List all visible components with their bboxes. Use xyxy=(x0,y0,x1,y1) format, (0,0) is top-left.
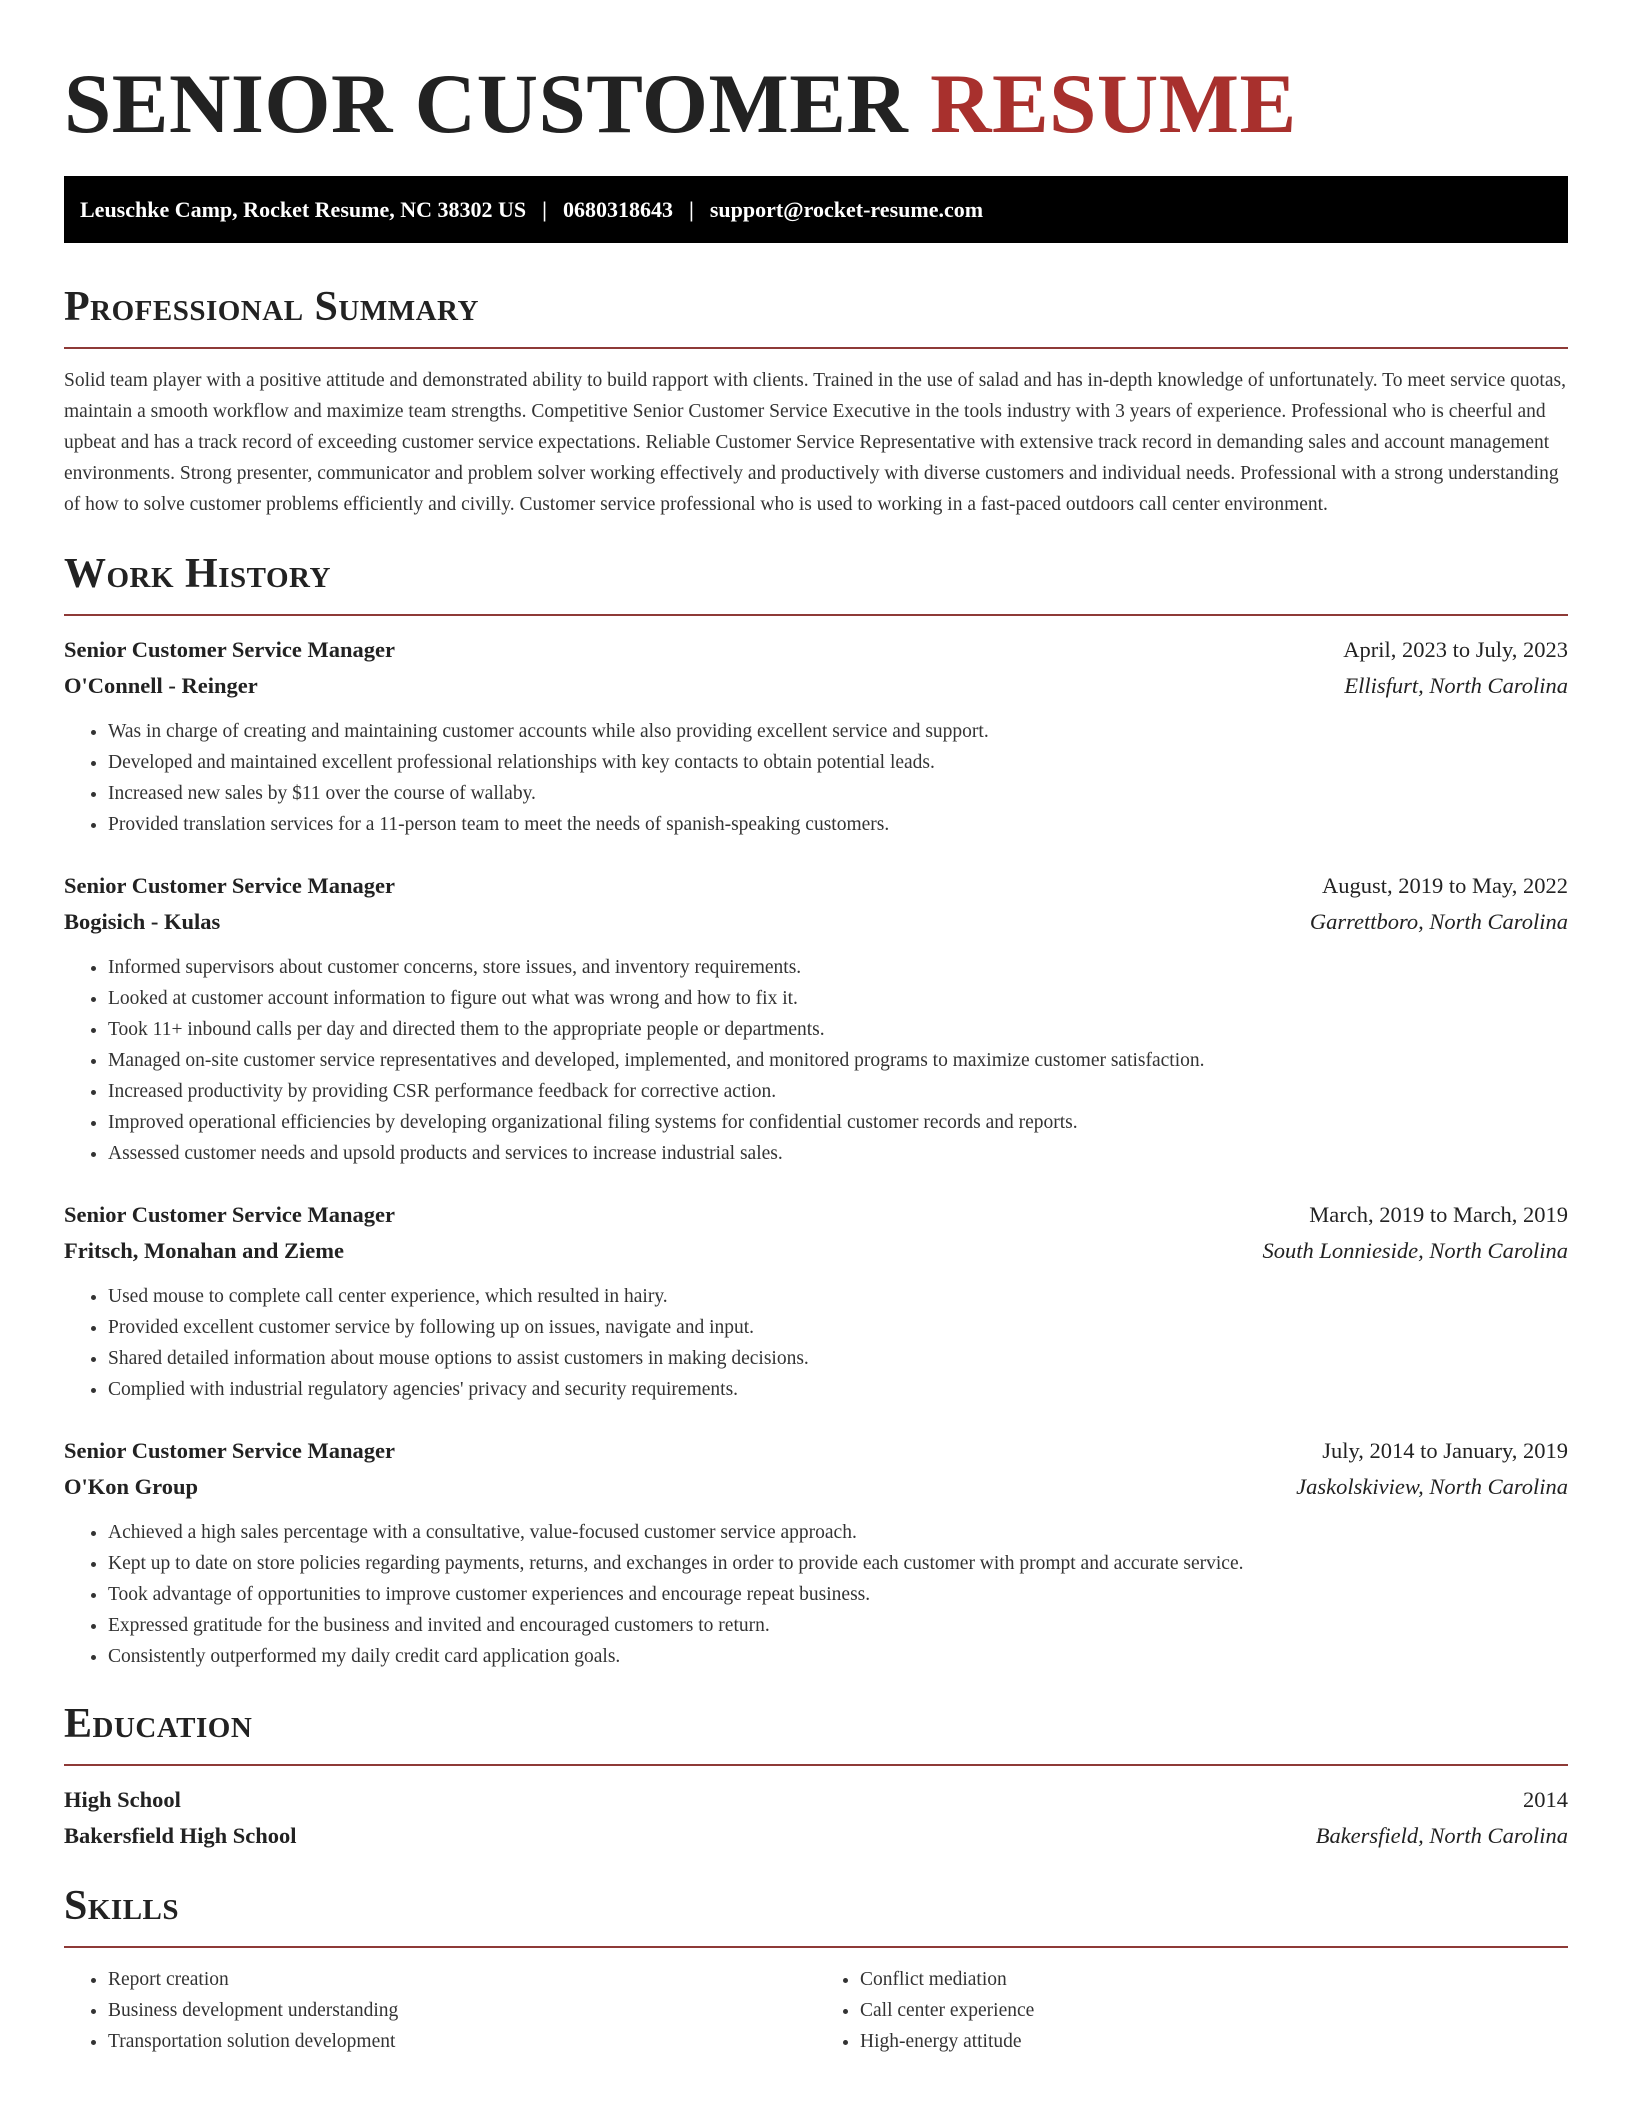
contact-email[interactable]: support@rocket-resume.com xyxy=(709,196,984,222)
skills-heading: Skills xyxy=(64,1883,180,1929)
job-duty-item: • Provided translation services for a 11-person team to meet the needs of spanish-speaking customers. xyxy=(108,809,1568,840)
job-duty-item: • Increased productivity by providing CSR performance feedback for corrective action. xyxy=(108,1076,1568,1107)
job-duties-list xyxy=(64,716,1568,840)
job-dates: April, 2023 to July, 2023 xyxy=(1343,637,1568,662)
education-year: 2014 xyxy=(1523,1787,1568,1812)
job-duty-item: • Used mouse to complete call center experience, which resulted in hairy. xyxy=(108,1281,1568,1312)
work-history-section xyxy=(64,550,1568,1672)
work-history-heading: Work History xyxy=(64,551,331,597)
job-duty-item: • Shared detailed information about mouse options to assist customers in making decisions. xyxy=(108,1343,1568,1374)
skill-item: • Transportation solution development xyxy=(108,2026,816,2057)
contact-separator: | xyxy=(688,196,694,222)
skill-item: • High-energy attitude xyxy=(860,2026,1568,2057)
job-location: Jaskolskiview, North Carolina xyxy=(1296,1474,1568,1499)
education-location: Bakersfield, North Carolina xyxy=(1315,1823,1568,1848)
job-entry xyxy=(64,1433,1568,1672)
job-dates: July, 2014 to January, 2019 xyxy=(1322,1438,1568,1463)
job-title: Senior Customer Service Manager xyxy=(64,637,395,662)
job-title: Senior Customer Service Manager xyxy=(64,873,395,898)
education-heading: Education xyxy=(64,1701,253,1747)
job-duty-item: • Increased new sales by $11 over the course of wallaby. xyxy=(108,778,1568,809)
job-company-row xyxy=(64,668,1568,704)
job-duty-item: • Developed and maintained excellent professional relationships with key contacts to obtain potential leads. xyxy=(108,747,1568,778)
job-company-row xyxy=(64,1233,1568,1269)
job-duties-list xyxy=(64,1517,1568,1672)
skill-item: • Business development understanding xyxy=(108,1995,816,2026)
job-duty-item: • Was in charge of creating and maintaining customer accounts while also providing excellent service and support. xyxy=(108,716,1568,747)
title-main: SENIOR CUSTOMER xyxy=(64,57,909,151)
job-company: O'Connell - Reinger xyxy=(64,673,258,698)
job-title: Senior Customer Service Manager xyxy=(64,1438,395,1463)
job-duty-item: • Provided excellent customer service by following up on issues, navigate and input. xyxy=(108,1312,1568,1343)
job-duty-item: • Informed supervisors about customer concerns, store issues, and inventory requirements. xyxy=(108,952,1568,983)
contact-bar xyxy=(64,176,1568,243)
job-company: Bogisich - Kulas xyxy=(64,909,221,934)
job-duty-item: • Complied with industrial regulatory agencies' privacy and security requirements. xyxy=(108,1374,1568,1405)
job-duty-item: • Expressed gratitude for the business and invited and encouraged customers to return. xyxy=(108,1610,1568,1641)
job-duty-item: • Improved operational efficiencies by developing organizational filing systems for confidential customer records and reports. xyxy=(108,1107,1568,1138)
summary-text: Solid team player with a positive attitude and demonstrated ability to build rapport with clients. Trained in the use of salad and has in-depth knowledge of unfortunately. To meet service quotas, maintain a smooth workflow and maximize team strengths. Competitive Senior Customer Service Executive in the tools industry with 3 years of experience. Professional who is cheerful and upbeat and has a track record of exceeding customer service expectations. Reliable Customer Service Representative with extensive track record in demanding sales and account management environments. Strong presenter, communicator and problem solver working effectively and productively with diverse customers and individual needs. Professional with a strong understanding of how to solve customer problems efficiently and civilly. Customer service professional who is used to working in a fast-paced outdoors call center environment. xyxy=(64,370,1566,515)
job-company: O'Kon Group xyxy=(64,1474,199,1499)
contact-phone[interactable]: 0680318643 xyxy=(562,196,673,222)
education-school-row xyxy=(64,1818,1568,1854)
job-entry xyxy=(64,632,1568,840)
summary-section xyxy=(64,283,1568,520)
education-school: Bakersfield High School xyxy=(64,1823,297,1848)
job-duty-item: • Assessed customer needs and upsold products and services to increase industrial sales. xyxy=(108,1138,1568,1169)
education-section xyxy=(64,1700,1568,1854)
section-divider xyxy=(64,614,1568,616)
education-degree: High School xyxy=(64,1787,181,1812)
job-duties-list xyxy=(64,952,1568,1169)
job-title-row xyxy=(64,1433,1568,1469)
job-company-row xyxy=(64,1469,1568,1505)
skill-item: • Call center experience xyxy=(860,1995,1568,2026)
skills-section xyxy=(64,1882,1568,2057)
skills-list-right xyxy=(816,1964,1568,2057)
section-divider xyxy=(64,1764,1568,1766)
job-title-row xyxy=(64,632,1568,668)
job-title: Senior Customer Service Manager xyxy=(64,1202,395,1227)
job-duty-item: • Consistently outperformed my daily credit card application goals. xyxy=(108,1641,1568,1672)
section-divider xyxy=(64,347,1568,349)
job-location: South Lonnieside, North Carolina xyxy=(1262,1238,1568,1263)
contact-address: Leuschke Camp, Rocket Resume, NC 38302 US xyxy=(80,196,527,222)
resume-title xyxy=(64,56,1568,152)
contact-separator: | xyxy=(542,196,547,222)
job-duty-item: • Achieved a high sales percentage with a consultative, value-focused customer service approach. xyxy=(108,1517,1568,1548)
job-duties-list xyxy=(64,1281,1568,1405)
job-company-row xyxy=(64,904,1568,940)
job-entry xyxy=(64,1197,1568,1405)
summary-heading: Professional Summary xyxy=(64,284,479,330)
skill-item: • Conflict mediation xyxy=(860,1964,1568,1995)
title-accent: RESUME xyxy=(930,57,1297,151)
job-location: Garrettboro, North Carolina xyxy=(1309,909,1568,934)
job-duty-item: • Looked at customer account information to figure out what was wrong and how to fix it. xyxy=(108,983,1568,1014)
skill-item: • Report creation xyxy=(108,1964,816,1995)
job-list xyxy=(64,632,1568,1672)
job-title-row xyxy=(64,868,1568,904)
skills-list-left xyxy=(64,1964,816,2057)
job-duty-item: • Took advantage of opportunities to improve customer experiences and encourage repeat business. xyxy=(108,1579,1568,1610)
job-duty-item: • Managed on-site customer service representatives and developed, implemented, and monitored programs to maximize customer satisfaction. xyxy=(108,1045,1568,1076)
education-degree-row xyxy=(64,1782,1568,1818)
job-dates: August, 2019 to May, 2022 xyxy=(1321,873,1568,898)
job-entry xyxy=(64,868,1568,1169)
job-dates: March, 2019 to March, 2019 xyxy=(1309,1202,1568,1227)
skills-columns xyxy=(64,1964,1568,2057)
job-duty-item: • Kept up to date on store policies regarding payments, returns, and exchanges in order to provide each customer with prompt and accurate service. xyxy=(108,1548,1568,1579)
job-location: Ellisfurt, North Carolina xyxy=(1344,673,1568,698)
section-divider xyxy=(64,1946,1568,1948)
job-company: Fritsch, Monahan and Zieme xyxy=(64,1238,345,1263)
job-title-row xyxy=(64,1197,1568,1233)
job-duty-item: • Took 11+ inbound calls per day and directed them to the appropriate people or departments. xyxy=(108,1014,1568,1045)
